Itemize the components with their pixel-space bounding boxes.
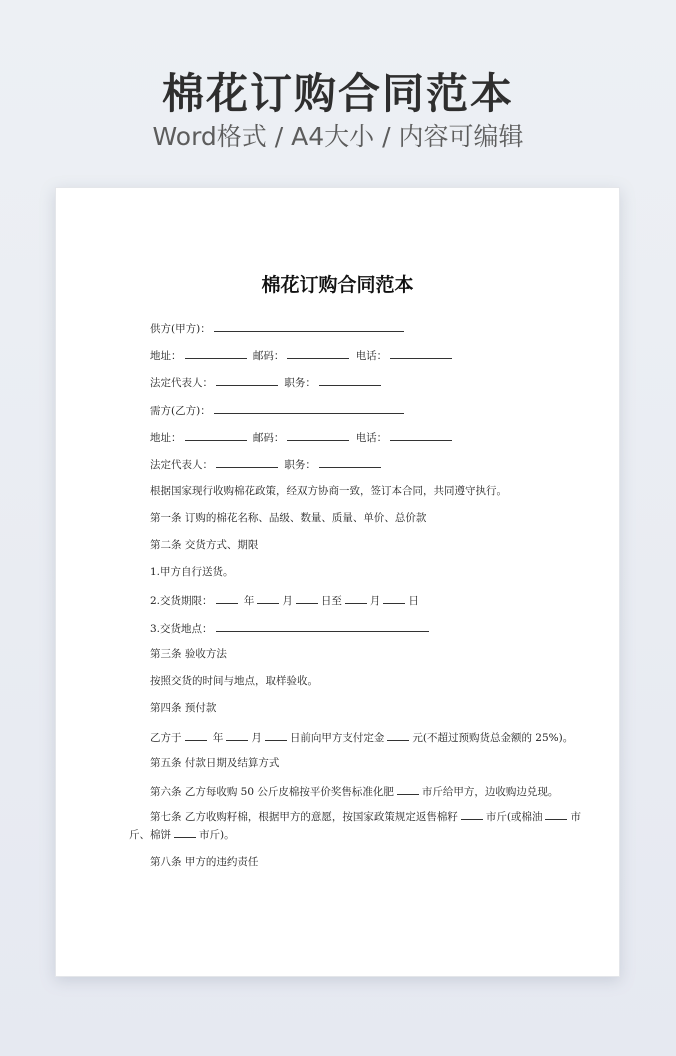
prepay-year-blank[interactable] xyxy=(185,729,207,741)
phone-blank[interactable] xyxy=(390,347,452,359)
article-6 xyxy=(150,783,599,799)
article-6-suffix: 市斤给甲方，边收购边兑现。 xyxy=(421,786,559,798)
prepay-month-label: 月 xyxy=(251,732,262,744)
article-7-suffix: 市斤)。 xyxy=(199,829,235,841)
legal-rep-blank[interactable] xyxy=(216,374,278,386)
prepay-suffix: 元(不超过预购货总金额的 25%)。 xyxy=(412,732,574,744)
position-blank[interactable] xyxy=(319,456,381,468)
supplier-line xyxy=(150,320,599,336)
month-blank[interactable] xyxy=(257,592,279,604)
item-2-delivery-period xyxy=(150,592,599,608)
article-7 xyxy=(129,808,599,844)
article-7-prefix: 第七条 乙方收购籽棉，根据甲方的意愿，按国家政策规定返售棉籽 xyxy=(150,811,458,823)
postcode-blank[interactable] xyxy=(287,429,349,441)
inspection-text: 按照交货的时间与地点，取样验收。 xyxy=(150,675,318,687)
cotton-cake-blank[interactable] xyxy=(174,826,196,838)
position-label: 职务： xyxy=(284,459,316,471)
phone-label: 电话： xyxy=(355,432,388,444)
supplier-blank[interactable] xyxy=(214,320,404,332)
article-3: 第三条 验收方法 xyxy=(150,648,227,660)
article-5: 第五条 付款日期及结算方式 xyxy=(150,757,280,769)
document-title: 棉花订购合同范本 xyxy=(261,274,414,296)
hero-title: 棉花订购合同范本 xyxy=(161,69,514,118)
address-blank[interactable] xyxy=(185,347,247,359)
cotton-oil-blank[interactable] xyxy=(545,808,567,820)
article-4: 第四条 预付款 xyxy=(150,702,217,714)
prepay-month-blank[interactable] xyxy=(226,729,248,741)
item-1: 1.甲方自行送货。 xyxy=(150,566,234,578)
delivery-place-blank[interactable] xyxy=(216,620,429,632)
item-3-label: 3.交货地点： xyxy=(150,623,213,635)
month-end-blank[interactable] xyxy=(345,592,367,604)
day-end-label: 日 xyxy=(408,595,419,607)
postcode-blank[interactable] xyxy=(287,347,349,359)
document-page xyxy=(55,187,620,977)
year-label: 年 xyxy=(243,595,255,607)
prepay-mid: 日前向甲方支付定金 xyxy=(289,732,385,744)
postcode-label: 邮码： xyxy=(252,432,285,444)
day-blank[interactable] xyxy=(296,592,318,604)
phone-label: 电话： xyxy=(355,350,388,362)
article-2: 第二条 交货方式、期限 xyxy=(150,539,259,551)
address-blank[interactable] xyxy=(185,429,247,441)
postcode-label: 邮码： xyxy=(252,350,285,362)
month-end-label: 月 xyxy=(369,595,381,607)
legal-rep-label: 法定代表人： xyxy=(150,459,213,471)
item-2-label: 2.交货期限： xyxy=(150,595,213,607)
address-label: 地址： xyxy=(150,350,182,362)
prepay-day-blank[interactable] xyxy=(265,729,287,741)
buyer-blank[interactable] xyxy=(214,402,404,414)
buyer-label: 需方(乙方)： xyxy=(150,405,211,417)
prepay-prefix: 乙方于 xyxy=(150,732,182,744)
preamble: 根据国家现行收购棉花政策，经双方协商一致，签订本合同，共同遵守执行。 xyxy=(150,485,507,497)
year-blank[interactable] xyxy=(216,592,238,604)
phone-blank[interactable] xyxy=(390,429,452,441)
supplier-label: 供方(甲方)： xyxy=(150,323,211,335)
article-1: 第一条 订购的棉花名称、品级、数量、质量、单价、总价款 xyxy=(150,512,427,524)
legal-rep-blank[interactable] xyxy=(216,456,278,468)
supplier-contact-line xyxy=(150,347,599,363)
article-6-prefix: 第六条 乙方每收购 50 公斤皮棉按平价奖售标准化肥 xyxy=(150,786,394,798)
legal-rep-label: 法定代表人： xyxy=(150,377,213,389)
fertilizer-blank[interactable] xyxy=(397,783,419,795)
supplier-rep-line xyxy=(150,374,599,390)
buyer-rep-line xyxy=(150,456,599,472)
prepay-year-label: 年 xyxy=(212,732,224,744)
position-label: 职务： xyxy=(284,377,316,389)
day-to-label: 日至 xyxy=(320,595,342,607)
cottonseed-blank[interactable] xyxy=(461,808,483,820)
item-3-delivery-place xyxy=(150,620,599,636)
hero-subtitle: Word格式 / A4大小 / 内容可编辑 xyxy=(152,122,524,151)
article-8: 第八条 甲方的违约责任 xyxy=(150,856,259,868)
buyer-contact-line xyxy=(150,429,599,445)
position-blank[interactable] xyxy=(319,374,381,386)
month-label: 月 xyxy=(282,595,293,607)
address-label: 地址： xyxy=(150,432,182,444)
prepayment-line xyxy=(150,729,599,745)
buyer-line xyxy=(150,402,599,418)
deposit-blank[interactable] xyxy=(387,729,409,741)
article-7-mid2: 市斤、棉饼 xyxy=(129,811,581,841)
day-end-blank[interactable] xyxy=(383,592,405,604)
article-7-mid1: 市斤(或棉油 xyxy=(485,811,543,823)
